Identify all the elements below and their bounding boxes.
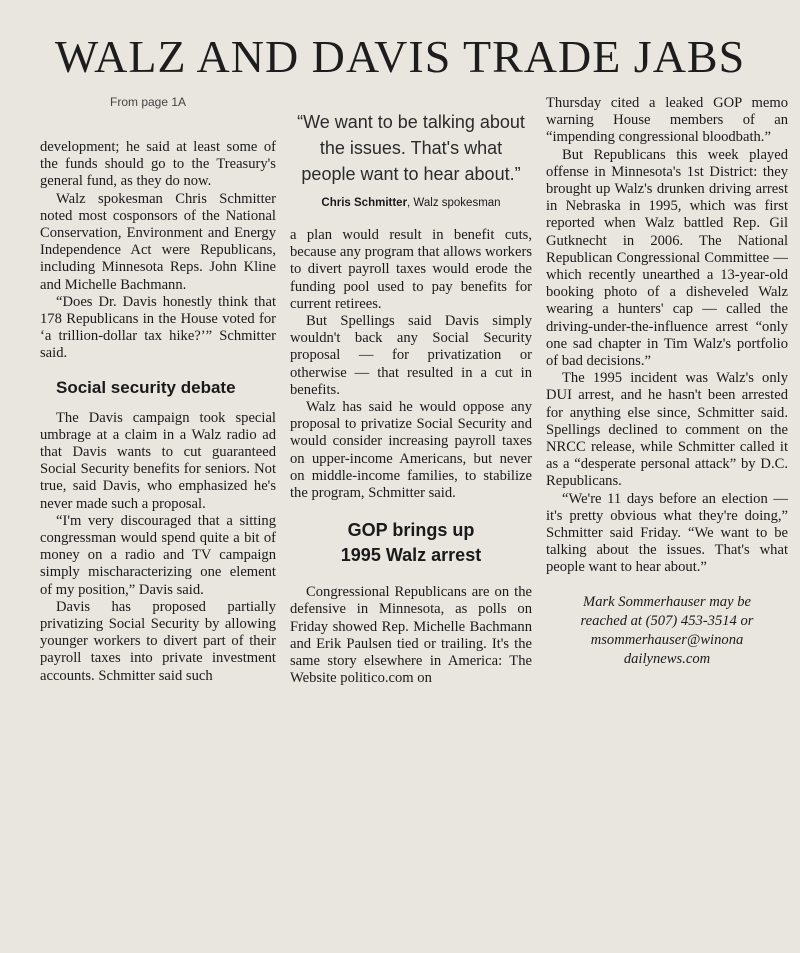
pull-quote: “We want to be talking about the issues. That's what people want to hear about.” xyxy=(297,112,525,184)
paragraph: But Republicans this week played offense in Minnesota's 1st District: they brought up Walz's drunken driving arrest in Nebraska in 1995, which was first reported when Walz battled Rep. Gil Gutknecht in 2006. The National Republican Congressional Committee — which recently unearthed a 13-year-old booking photo of a disheveled Walz wearing a hunters' cap — called the driving-under-the-influence arrest “only one sad chapter in Tim Walz's portfolio of bad decisions.” xyxy=(546,146,788,370)
subhead-gop-arrest xyxy=(290,518,532,568)
paragraph: Davis has proposed partially privatizing Social Security by allowing younger workers to divert part of their payroll taxes into private investment accounts. Schmitter said such xyxy=(40,598,276,684)
paragraph: Walz spokesman Chris Schmitter noted most cosponsors of the National Conservation, Environment and Energy Independence Act were Republicans, including Minnesota Reps. John Kline and Michelle Bachmann. xyxy=(40,190,276,293)
author-contact xyxy=(546,593,788,669)
jump-line: From page 1A xyxy=(110,95,187,109)
sig-line: msommerhauser@winona xyxy=(590,631,744,648)
paragraph: But Spellings said Davis simply wouldn't back any Social Security proposal — for privatization or otherwise — that resulted in a cut in benefits. xyxy=(290,313,532,398)
column-1 xyxy=(40,95,276,685)
paragraph: a plan would result in benefit cuts, because any program that allows workers to divert payroll taxes would erode the funding pool used to pay benefits for current retirees. xyxy=(290,227,532,312)
subhead-social-security: Social security debate xyxy=(56,377,236,397)
column-2 xyxy=(290,95,532,687)
paragraph: Congressional Republicans are on the defensive in Minnesota, as polls on Friday showed Rep. Michelle Bachmann and Erik Paulsen tied or trailing. It's the same story elsewhere in America: The Website politico.com on xyxy=(290,584,532,687)
sig-line: dailynews.com xyxy=(623,650,711,667)
paragraph: Walz has said he would oppose any proposal to privatize Social Security and would consider increasing payroll taxes on upper-income Americans, but never on middle-income families, to stabilize the program, Schmitter said. xyxy=(290,399,532,502)
paragraph: “I'm very discouraged that a sitting congressman would spend quite a bit of money on a radio and TV campaign simply mischaracterizing one element of my position,” Davis said. xyxy=(40,512,276,598)
paragraph: “Does Dr. Davis honestly think that 178 Republicans in the House voted for ‘a trillion-dollar tax hike?’” Schmitter said. xyxy=(40,293,276,362)
subhead-line: 1995 Walz arrest xyxy=(340,545,482,566)
paragraph: The Davis campaign took special umbrage at a claim in a Walz radio ad that Davis wants to cut guaranteed Social Security benefits for seniors. Not true, said Davis, who emphasized he's never made such a proposal. xyxy=(40,409,276,512)
sig-line: reached at (507) 453-3514 or xyxy=(580,612,754,629)
pull-quote-name: Chris Schmitter xyxy=(321,197,408,209)
column-3 xyxy=(546,95,788,669)
subhead-line: GOP brings up xyxy=(347,520,475,541)
paragraph: “We're 11 days before an election — it's pretty obvious what they're doing,” Schmitter said Friday. “We want to be talking about the issues. That's what people want to hear about.” xyxy=(546,490,788,576)
paragraph: The 1995 incident was Walz's only DUI arrest, and he hasn't been arrested for anything else since, Schmitter said. Spellings declined to comment on the NRCC release, while Schmitter called it as a “desperate personal attack” by D.C. Republicans. xyxy=(546,370,788,490)
paragraph: Thursday cited a leaked GOP memo warning House members of an “impending congressional bloodbath.” xyxy=(546,95,788,146)
paragraph: development; he said at least some of the funds should go to the Treasury's general fund, as they do now. xyxy=(40,139,276,190)
pull-quote-credit xyxy=(290,197,532,209)
headline: WALZ AND DAVIS TRADE JABS xyxy=(54,31,746,82)
sig-line: Mark Sommerhauser may be xyxy=(583,593,751,610)
pull-quote-role: , Walz spokesman xyxy=(407,197,501,209)
